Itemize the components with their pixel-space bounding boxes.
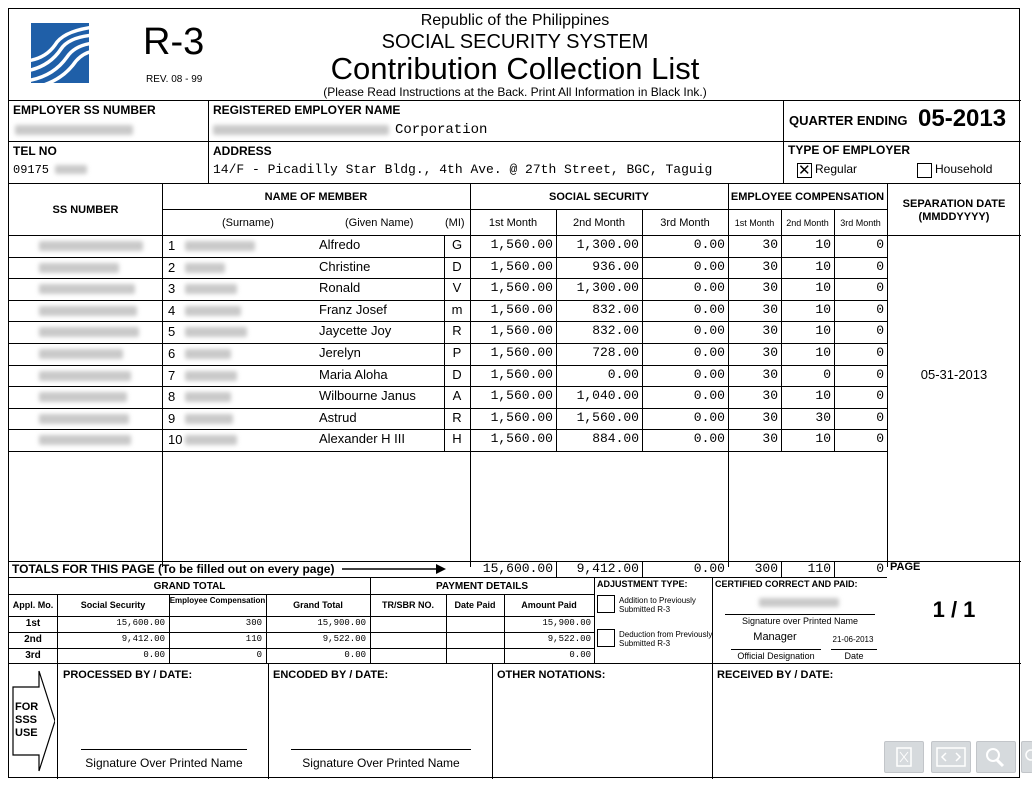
ss-month3: 0.00 <box>693 409 725 425</box>
employer-name-value: Corporation <box>395 122 488 138</box>
address-label: ADDRESS <box>213 144 272 158</box>
table-row <box>9 365 1021 387</box>
ss-month3: 0.00 <box>693 366 725 382</box>
ec-month2: 30 <box>815 409 831 425</box>
surname-redacted <box>185 371 237 381</box>
ss-month1: 1,560.00 <box>490 409 553 425</box>
ec-month2: 10 <box>815 280 831 296</box>
ss-month1-header: 1st Month <box>488 217 538 229</box>
address-value: 14/F - Picadilly Star Bldg., 4th Ave. @ 27th Street, BGC, Taguig <box>213 162 713 177</box>
gt-amount-paid: 0.00 <box>569 650 591 660</box>
other-notations-label: OTHER NOTATIONS: <box>497 669 606 681</box>
page-title: Contribution Collection List <box>330 51 700 86</box>
given-name: Ronald <box>319 280 361 296</box>
republic-title: Republic of the Philippines <box>420 12 610 29</box>
appl-month: 1st <box>25 618 41 629</box>
surname-redacted <box>185 306 241 316</box>
row-number: 8 <box>168 389 176 405</box>
zoom-button[interactable] <box>976 741 1016 773</box>
encoded-signature-label: Signature Over Printed Name <box>302 756 460 770</box>
ss-month3: 0.00 <box>693 388 725 404</box>
employer-ss-value <box>15 125 133 135</box>
gt-amount-paid: 9,522.00 <box>547 634 591 644</box>
adjustment-label: ADJUSTMENT TYPE: <box>597 579 688 589</box>
ss-month1: 1,560.00 <box>490 431 553 447</box>
employer-ss-label: EMPLOYER SS NUMBER <box>13 103 156 117</box>
ss-month3: 0.00 <box>693 431 725 447</box>
ss-month3: 0.00 <box>693 323 725 339</box>
deduction-label: Deduction from Previously Submitted R-3 <box>619 630 713 648</box>
given-name: Alfredo <box>319 237 361 252</box>
certified-date-value: 21-06-2013 <box>832 635 874 644</box>
ss-month3: 0.00 <box>693 345 725 360</box>
designation-value: Manager <box>753 631 797 643</box>
gt-employee-comp: 110 <box>245 634 262 644</box>
middle-initial: A <box>452 388 462 404</box>
ss-month1: 1,560.00 <box>490 323 553 339</box>
ss-month2: 728.00 <box>592 345 639 360</box>
page-nav-button[interactable] <box>931 741 971 773</box>
ss-number-redacted <box>39 371 131 381</box>
certified-name-redacted <box>759 598 839 607</box>
ec-month1: 30 <box>762 345 778 360</box>
ss-month2: 1,300.00 <box>576 280 639 296</box>
middle-initial: G <box>451 237 463 252</box>
total-ss3: 0.00 <box>693 561 725 576</box>
ss-number-redacted <box>39 392 127 402</box>
ec-month3: 0 <box>876 301 884 317</box>
ec-month1-header: 1st Month <box>734 218 775 228</box>
ss-number-redacted <box>39 284 135 294</box>
processed-signature-label: Signature Over Printed Name <box>85 756 243 770</box>
ec-month1: 30 <box>762 431 778 447</box>
share-button[interactable] <box>1021 741 1032 773</box>
middle-initial: V <box>452 280 462 296</box>
table-row <box>9 300 1021 322</box>
mi-header: (MI) <box>445 217 465 229</box>
ss-number-redacted <box>39 263 119 273</box>
table-row <box>9 429 1021 451</box>
household-label: Household <box>935 162 993 176</box>
gt-grand-total: 15,900.00 <box>317 618 366 628</box>
separation-date-header: SEPARATION DATE <box>902 198 1006 210</box>
ss-month1: 1,560.00 <box>490 345 553 360</box>
ss-month2: 1,560.00 <box>576 409 639 425</box>
ec-month2: 10 <box>815 323 831 339</box>
fit-page-button[interactable] <box>884 741 924 773</box>
gt-social-security: 9,412.00 <box>121 634 165 644</box>
total-ss1: 15,600.00 <box>482 561 553 576</box>
ss-month3-header: 3rd Month <box>660 217 710 229</box>
form-revision: REV. 08 - 99 <box>146 74 203 85</box>
ss-month2: 0.00 <box>607 366 639 382</box>
gt-total-header: Grand Total <box>293 600 343 610</box>
ec-month3: 0 <box>876 237 884 252</box>
surname-redacted <box>185 349 231 359</box>
given-name: Wilbourne Janus <box>319 388 416 404</box>
middle-initial: P <box>452 345 462 360</box>
ss-number-header: SS NUMBER <box>52 204 119 216</box>
ec-month1: 30 <box>762 258 778 274</box>
ec-month2: 0 <box>823 366 831 382</box>
date-label: Date <box>844 651 864 661</box>
given-name: Astrud <box>319 409 357 425</box>
page-label: PAGE <box>890 561 921 573</box>
given-name: Franz Josef <box>319 301 387 317</box>
ec-month2: 10 <box>815 301 831 317</box>
ss-number-redacted <box>39 241 143 251</box>
tel-label: TEL NO <box>13 144 57 158</box>
given-name-header: (Given Name) <box>345 217 414 229</box>
ec-month1: 30 <box>762 237 778 252</box>
ec-month3: 0 <box>876 345 884 360</box>
ss-month1: 1,560.00 <box>490 366 553 382</box>
table-row <box>9 343 1021 365</box>
gt-employee-comp: 0 <box>256 650 262 660</box>
ec-month2: 10 <box>815 431 831 447</box>
check-x-icon: ✕ <box>798 162 811 179</box>
gt-ss-header: Social Security <box>80 600 146 610</box>
addition-label: Addition to Previously Submitted R-3 <box>619 596 696 614</box>
surname-header: (Surname) <box>222 217 274 229</box>
instructions: (Please Read Instructions at the Back. Print All Information in Black Ink.) <box>323 85 707 99</box>
gt-employee-comp: 300 <box>245 618 262 628</box>
ss-month1: 1,560.00 <box>490 237 553 252</box>
page-number: 1 / 1 <box>932 597 976 622</box>
row-number: 3 <box>168 281 176 297</box>
ss-month1: 1,560.00 <box>490 258 553 274</box>
surname-redacted <box>185 414 233 424</box>
ss-month2-header: 2nd Month <box>573 217 625 229</box>
middle-initial: D <box>452 258 462 274</box>
given-name: Christine <box>319 258 371 274</box>
household-checkbox[interactable] <box>917 163 932 178</box>
total-ec3: 0 <box>876 561 884 576</box>
gt-social-security: 0.00 <box>143 650 165 660</box>
ss-month3: 0.00 <box>693 237 725 252</box>
designation-label: Official Designation <box>737 651 815 661</box>
row-number: 1 <box>168 238 176 253</box>
tel-value: 09175 <box>13 163 50 177</box>
given-name: Jerelyn <box>319 345 361 360</box>
given-name: Jaycette Joy <box>319 323 392 339</box>
ss-month2: 884.00 <box>592 431 639 447</box>
total-ss2: 9,412.00 <box>576 561 639 576</box>
sss-logo <box>31 23 89 83</box>
gt-social-security: 15,600.00 <box>116 618 165 628</box>
ss-month2: 832.00 <box>592 301 639 317</box>
ec-month3: 0 <box>876 258 884 274</box>
ss-number-redacted <box>39 414 129 424</box>
ec-month1: 30 <box>762 366 778 382</box>
ec-month3: 0 <box>876 280 884 296</box>
separation-format-header: (MMDDYYYY) <box>918 211 990 223</box>
ss-month3: 0.00 <box>693 301 725 317</box>
share-icon <box>1022 742 1032 772</box>
form-code: R-3 <box>143 21 205 63</box>
row-number: 2 <box>168 259 176 275</box>
ec-month2: 10 <box>815 237 831 252</box>
received-by-label: RECEIVED BY / DATE: <box>717 669 834 681</box>
surname-redacted <box>185 435 237 445</box>
employer-name-redacted <box>213 125 389 135</box>
ss-month2: 832.00 <box>592 323 639 339</box>
ec-month1: 30 <box>762 323 778 339</box>
row-number: 7 <box>168 367 176 383</box>
certified-label: CERTIFIED CORRECT AND PAID: <box>715 579 858 589</box>
ec-month3-header: 3rd Month <box>840 218 881 228</box>
tel-redacted <box>55 165 87 174</box>
row-number: 4 <box>168 302 176 318</box>
ss-month2: 1,040.00 <box>576 388 639 404</box>
middle-initial: D <box>452 366 462 382</box>
date-paid-header: Date Paid <box>454 600 496 610</box>
name-of-member-header: NAME OF MEMBER <box>264 191 368 203</box>
quarter-label: QUARTER ENDING <box>789 113 908 128</box>
surname-redacted <box>185 263 225 273</box>
ec-month2: 10 <box>815 388 831 404</box>
quarter-value: 05-2013 <box>918 105 1007 132</box>
for-sss-use-label: FOR SSS USE <box>15 701 39 739</box>
totals-arrow-icon <box>342 563 446 575</box>
grand-total-label: GRAND TOTAL <box>153 581 226 592</box>
table-row <box>9 278 1021 300</box>
ec-month3: 0 <box>876 366 884 382</box>
ec-month3: 0 <box>876 431 884 447</box>
table-row <box>9 235 1021 257</box>
row-number: 10 <box>168 432 183 448</box>
ec-month3: 0 <box>876 323 884 339</box>
ss-month3: 0.00 <box>693 280 725 296</box>
appl-mo-header: Appl. Mo. <box>12 600 54 610</box>
row-number: 6 <box>168 346 176 361</box>
encoded-by-label: ENCODED BY / DATE: <box>273 669 389 681</box>
surname-redacted <box>185 392 231 402</box>
social-security-header: SOCIAL SECURITY <box>548 191 650 203</box>
surname-redacted <box>185 284 237 294</box>
tr-sbr-header: TR/SBR NO. <box>381 600 434 610</box>
ss-number-redacted <box>39 306 137 316</box>
signature-printed-label: Signature over Printed Name <box>741 616 859 626</box>
sss-logo-icon <box>31 23 89 83</box>
regular-checkbox[interactable] <box>797 163 812 178</box>
ss-month3: 0.00 <box>693 258 725 274</box>
ec-month3: 0 <box>876 388 884 404</box>
deduction-checkbox[interactable] <box>597 629 615 647</box>
appl-month: 3rd <box>25 650 41 661</box>
ss-month2: 936.00 <box>592 258 639 274</box>
middle-initial: H <box>452 431 462 447</box>
totals-label: TOTALS FOR THIS PAGE (To be filled out on every page) <box>12 562 335 576</box>
table-row <box>9 257 1021 279</box>
ss-month1: 1,560.00 <box>490 280 553 296</box>
regular-label: Regular <box>815 162 858 176</box>
gt-amount-paid: 15,900.00 <box>542 618 591 628</box>
ss-number-redacted <box>39 435 131 445</box>
agency-title: SOCIAL SECURITY SYSTEM <box>381 31 649 53</box>
row-number: 5 <box>168 324 176 340</box>
ss-month2: 1,300.00 <box>576 237 639 252</box>
amount-paid-header: Amount Paid <box>521 600 577 610</box>
ec-month1: 30 <box>762 280 778 296</box>
gt-ec-header: Employee Compensation <box>169 596 266 605</box>
ec-month2: 10 <box>815 345 831 360</box>
employee-comp-header: EMPLOYEE COMPENSATION <box>730 191 885 203</box>
appl-month: 2nd <box>24 634 42 645</box>
payment-details-label: PAYMENT DETAILS <box>435 581 529 592</box>
addition-checkbox[interactable] <box>597 595 615 613</box>
table-row <box>9 408 1021 430</box>
total-ec1: 300 <box>754 561 778 576</box>
ss-number-redacted <box>39 349 123 359</box>
ec-month1: 30 <box>762 301 778 317</box>
ss-month1: 1,560.00 <box>490 301 553 317</box>
surname-redacted <box>185 327 247 337</box>
middle-initial: R <box>452 409 462 425</box>
employer-type-label: TYPE OF EMPLOYER <box>788 143 911 157</box>
ss-month1: 1,560.00 <box>490 388 553 404</box>
surname-redacted <box>185 241 255 251</box>
ec-month2: 10 <box>815 258 831 274</box>
fit-page-icon <box>885 742 923 772</box>
ss-number-redacted <box>39 327 139 337</box>
r3-form <box>8 8 1020 778</box>
ec-month1: 30 <box>762 409 778 425</box>
processed-by-label: PROCESSED BY / DATE: <box>63 669 193 681</box>
separation-date: 05-31-2013 <box>920 366 988 382</box>
given-name: Alexander H III <box>319 431 405 447</box>
gt-grand-total: 0.00 <box>344 650 366 660</box>
chevrons-icon <box>932 742 970 772</box>
table-row <box>9 386 1021 408</box>
ec-month3: 0 <box>876 409 884 425</box>
ec-month2-header: 2nd Month <box>786 218 829 228</box>
magnifier-icon <box>977 742 1015 772</box>
given-name: Maria Aloha <box>319 366 388 382</box>
middle-initial: R <box>452 323 462 339</box>
table-row <box>9 321 1021 343</box>
middle-initial: m <box>451 301 463 317</box>
total-ec2: 110 <box>807 561 831 576</box>
employer-name-label: REGISTERED EMPLOYER NAME <box>213 103 401 117</box>
gt-grand-total: 9,522.00 <box>322 634 366 644</box>
row-number: 9 <box>168 410 176 426</box>
ec-month1: 30 <box>762 388 778 404</box>
